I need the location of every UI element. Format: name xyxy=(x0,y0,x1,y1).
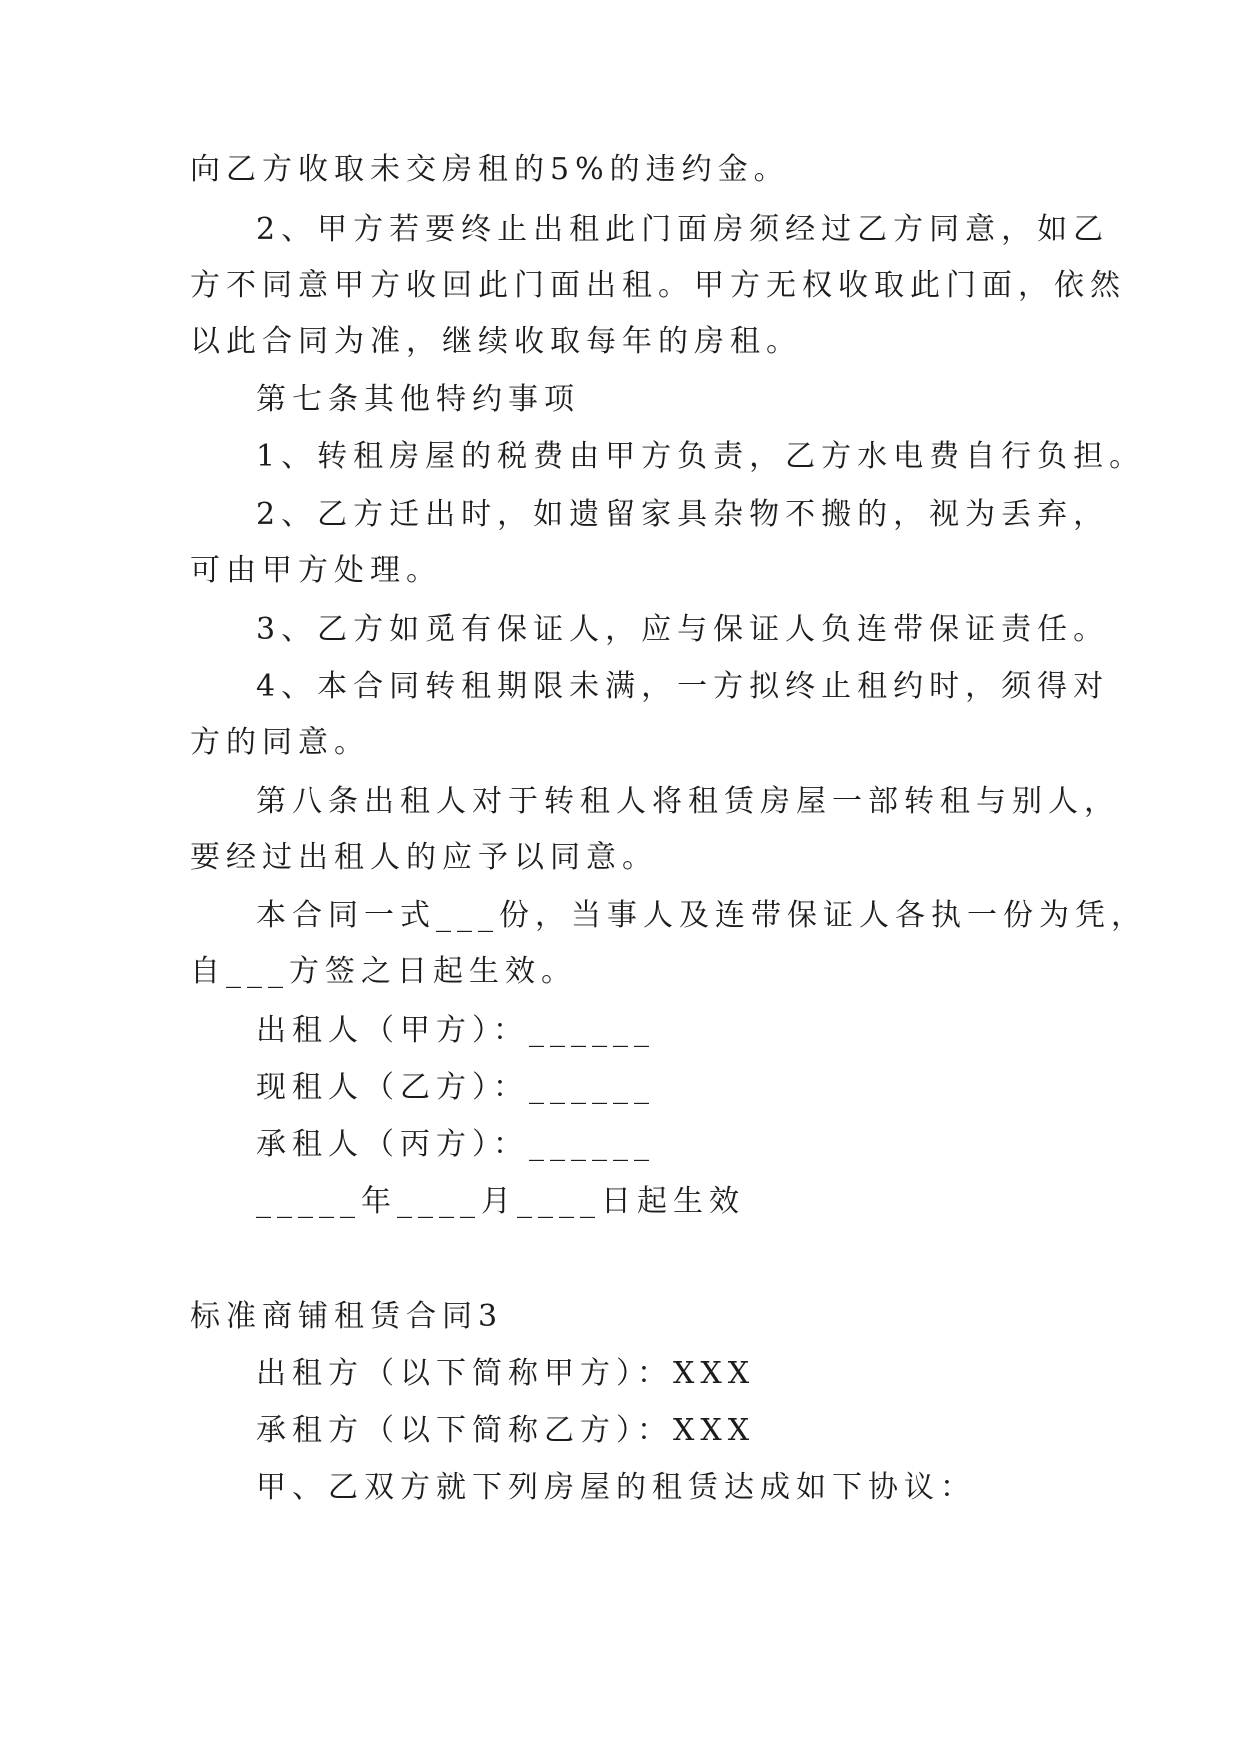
effective-date-line: _____年____月____日起生效 xyxy=(256,1184,745,1219)
text-line: 可由甲方处理。 xyxy=(190,553,442,588)
signature-line-current-tenant: 现租人（乙方）：______ xyxy=(256,1070,655,1105)
text-line: 方不同意甲方收回此门面出租。甲方无权收取此门面，依然 xyxy=(190,268,1126,303)
signature-line-lessor: 出租人（甲方）：______ xyxy=(256,1013,655,1048)
section-heading: 第七条其他特约事项 xyxy=(256,382,580,417)
signature-line-lessee: 承租人（丙方）：______ xyxy=(256,1127,655,1162)
party-a-line: 出租方（以下简称甲方）：XXX xyxy=(256,1356,756,1391)
text-line: 2、甲方若要终止出租此门面房须经过乙方同意，如乙 xyxy=(256,212,1110,247)
text-line: 要经过出租人的应予以同意。 xyxy=(190,840,658,875)
party-b-line: 承租方（以下简称乙方）：XXX xyxy=(256,1413,756,1448)
text-line: 甲、乙双方就下列房屋的租赁达成如下协议： xyxy=(256,1470,976,1505)
text-line: 自___方签之日起生效。 xyxy=(190,954,577,989)
text-line: 第八条出租人对于转租人将租赁房屋一部转租与别人， xyxy=(256,784,1120,819)
text-line: 4、本合同转租期限未满，一方拟终止租约时，须得对 xyxy=(256,669,1110,704)
text-line: 方的同意。 xyxy=(190,725,370,760)
contract-title: 标准商铺租赁合同3 xyxy=(190,1299,504,1334)
text-line: 2、乙方迁出时，如遗留家具杂物不搬的，视为丢弃， xyxy=(256,497,1110,532)
text-line: 向乙方收取未交房租的5%的违约金。 xyxy=(190,152,790,187)
text-line: 本合同一式___份，当事人及连带保证人各执一份为凭， xyxy=(256,898,1147,933)
text-line: 3、乙方如觅有保证人，应与保证人负连带保证责任。 xyxy=(256,612,1110,647)
text-line: 以此合同为准，继续收取每年的房租。 xyxy=(190,324,802,359)
text-line: 1、转租房屋的税费由甲方负责，乙方水电费自行负担。 xyxy=(256,439,1146,474)
